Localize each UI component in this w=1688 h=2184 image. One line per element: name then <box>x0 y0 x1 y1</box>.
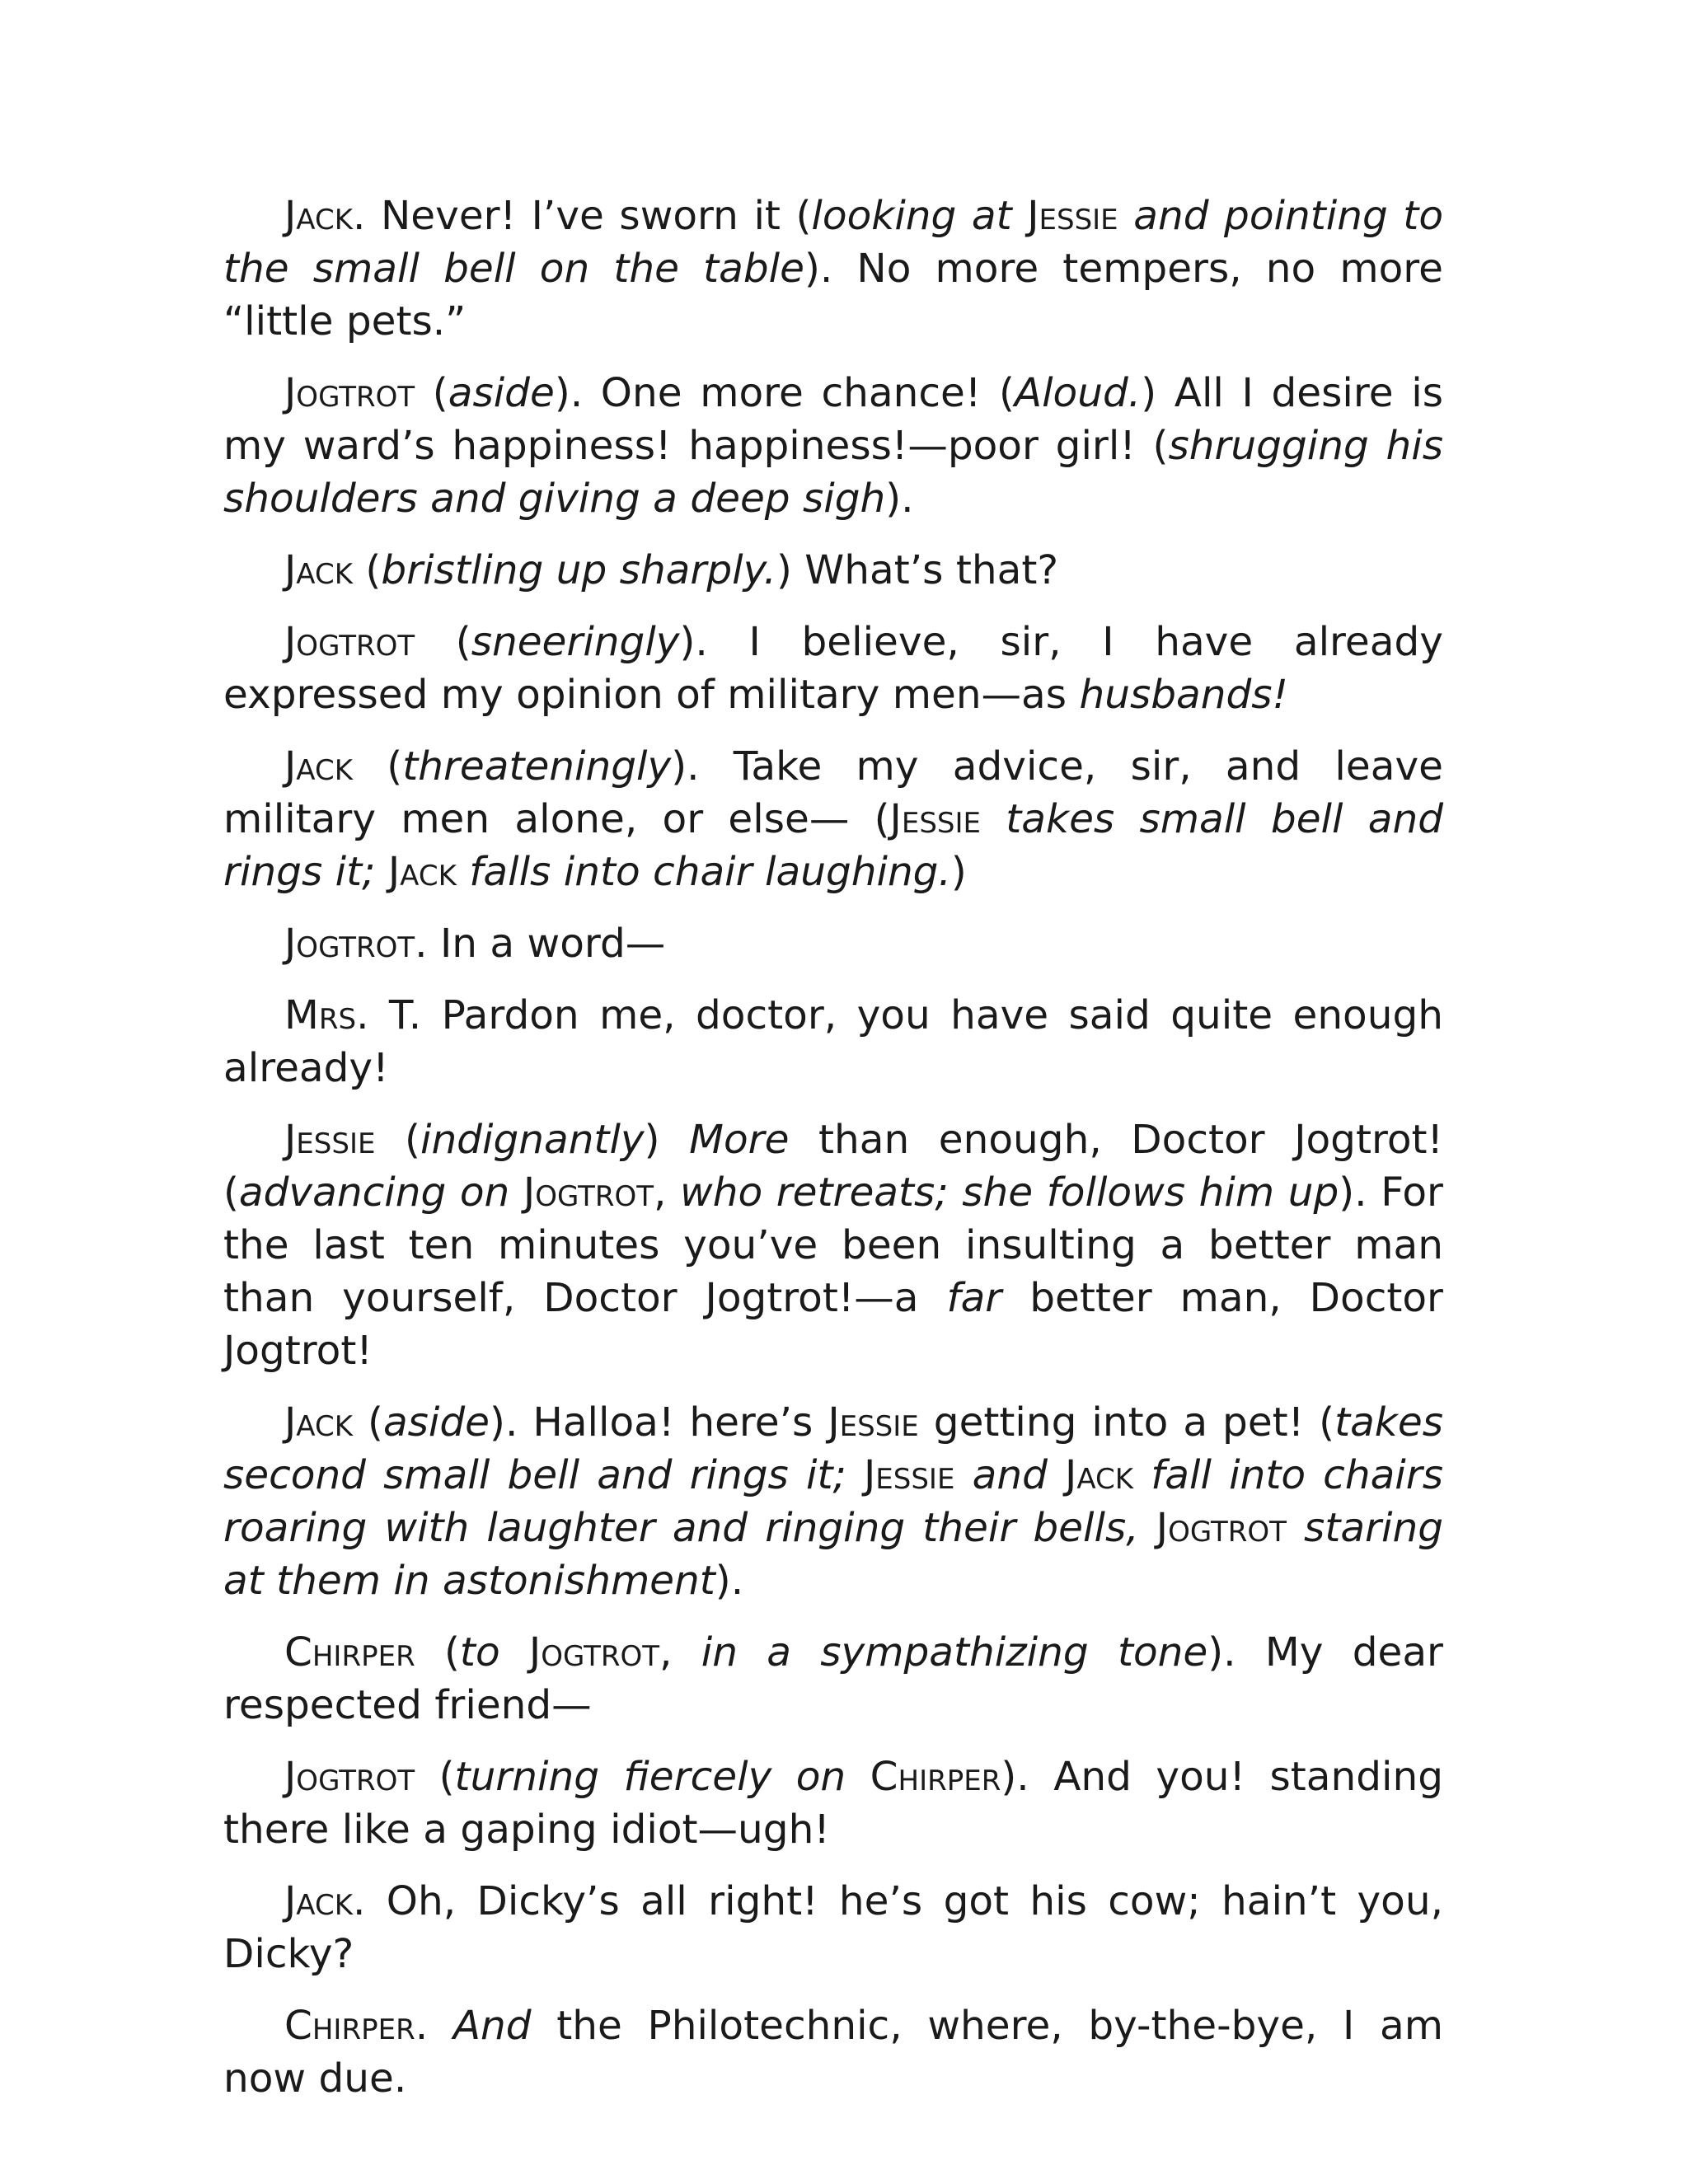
dialogue-paragraph-5 <box>223 740 1443 898</box>
dialogue-text: ( <box>415 370 448 416</box>
dialogue-paragraph-4 <box>223 616 1443 721</box>
speaker-name: Jogtrot <box>284 921 415 967</box>
speaker-name: Jessie <box>828 1399 919 1446</box>
dialogue-paragraph-12 <box>223 1875 1443 1980</box>
speaker-name: Jogtrot <box>284 619 415 665</box>
dialogue-paragraph-7 <box>223 989 1443 1094</box>
stage-direction: who retreats; she follows him up <box>680 1169 1339 1216</box>
stage-direction: fall into chairs roaring with laughter and ringing their bells, <box>223 1452 1443 1551</box>
speaker-name: Jogtrot <box>528 1629 660 1675</box>
stage-direction: aside <box>382 1399 490 1446</box>
stage-direction: And <box>452 2003 532 2049</box>
dialogue-text: , <box>659 1629 701 1675</box>
stage-direction: to <box>459 1629 529 1675</box>
dialogue-text: better man, Doctor Jogtrot! <box>223 1275 1443 1374</box>
dialogue-paragraph-9 <box>223 1396 1443 1607</box>
dialogue-text: ). I believe, sir, I have already expressed my opinion of military men—as <box>223 619 1443 718</box>
dialogue-text: ( <box>353 743 403 790</box>
speaker-name: Mrs <box>284 992 357 1038</box>
dialogue-text: ( <box>415 619 471 665</box>
dialogue-text: ( <box>353 1399 383 1446</box>
stage-direction: looking at <box>811 193 1028 239</box>
stage-direction: falls into chair laughing. <box>456 849 951 895</box>
stage-direction: husbands! <box>1079 672 1288 718</box>
stage-direction: staring at them in astonishment <box>223 1505 1443 1604</box>
stage-direction: takes second small bell and rings it; <box>223 1399 1443 1498</box>
speaker-name: Jessie <box>863 1452 955 1498</box>
dialogue-text: . Oh, Dicky’s all right! he’s got his cow; hain’t you, Dicky? <box>223 1878 1443 1977</box>
dialogue-paragraph-3 <box>223 544 1443 597</box>
stage-direction: advancing on <box>238 1169 523 1216</box>
speaker-name: Chirper <box>284 1629 415 1675</box>
speaker-name: Jogtrot <box>284 370 415 416</box>
stage-direction: and <box>954 1452 1066 1498</box>
dialogue-paragraph-10 <box>223 1626 1443 1732</box>
dialogue-text: ). Halloa! here’s <box>490 1399 828 1446</box>
stage-direction: aside <box>448 370 555 416</box>
dialogue-text: , <box>654 1169 681 1216</box>
dialogue-text: ). No more tempers, no more “little pets.” <box>223 246 1443 344</box>
dialogue-paragraph-8 <box>223 1113 1443 1377</box>
stage-direction: threateningly <box>402 743 672 790</box>
speaker-name: Jogtrot <box>284 1754 415 1800</box>
dialogue-text: ) What’s that? <box>776 547 1059 593</box>
dialogue-text: ). Take my advice, sir, and leave military men alone, or else— ( <box>223 743 1443 842</box>
stage-direction: far <box>946 1275 1002 1321</box>
stage-direction: takes small bell and rings it; <box>223 796 1443 895</box>
dialogue-text: ). One more chance! ( <box>554 370 1015 416</box>
speaker-name: Jack <box>284 547 354 593</box>
stage-direction: shrugging his shoulders and giving a deep sigh <box>223 423 1443 522</box>
speaker-name: Jessie <box>889 796 981 842</box>
speaker-name: Jogtrot <box>523 1169 654 1216</box>
script-page <box>223 190 1443 2124</box>
speaker-name: Jack <box>284 193 354 239</box>
dialogue-text: ). For the last ten minutes you’ve been insulting a better man than yourself, Doctor Jogtrot!—a <box>223 1169 1443 1321</box>
speaker-name: Jack <box>284 1399 354 1446</box>
stage-direction: indignantly <box>420 1117 645 1163</box>
dialogue-paragraph-11 <box>223 1750 1443 1856</box>
dialogue-paragraph-1 <box>223 190 1443 348</box>
dialogue-text: ). And you! standing there like a gaping idiot—ugh! <box>223 1754 1443 1853</box>
dialogue-text: . Never! I’ve sworn it ( <box>353 193 812 239</box>
dialogue-text: ). My dear respected friend— <box>223 1629 1443 1728</box>
speaker-name: Jack <box>1065 1452 1134 1498</box>
stage-direction: in a sympathizing tone <box>701 1629 1208 1675</box>
dialogue-text: than enough, Doctor Jogtrot! ( <box>223 1117 1443 1216</box>
speaker-name: Jogtrot <box>1156 1505 1287 1551</box>
dialogue-text: ) <box>644 1117 690 1163</box>
stage-direction: More <box>689 1117 790 1163</box>
speaker-name: Jack <box>284 1878 354 1924</box>
dialogue-paragraph-6 <box>223 917 1443 970</box>
stage-direction: sneeringly <box>471 619 680 665</box>
stage-direction: bristling up sharply. <box>381 547 776 593</box>
dialogue-paragraph-2 <box>223 367 1443 525</box>
dialogue-text: ( <box>375 1117 420 1163</box>
speaker-name: Chirper <box>870 1754 1001 1800</box>
dialogue-text: ) <box>950 849 967 895</box>
stage-direction: Aloud. <box>1014 370 1142 416</box>
dialogue-text: ) All I desire is my ward’s happiness! happiness!—poor girl! ( <box>223 370 1443 469</box>
dialogue-paragraph-13 <box>223 1999 1443 2105</box>
dialogue-text: ). <box>715 1558 744 1604</box>
dialogue-text: the Philotechnic, where, by-the-bye, I am now due. <box>223 2003 1443 2102</box>
dialogue-text: . <box>415 2003 453 2049</box>
dialogue-text: . T. Pardon me, doctor, you have said quite enough already! <box>223 992 1443 1091</box>
speaker-name: Chirper <box>284 2003 415 2049</box>
dialogue-text: ). <box>885 476 914 522</box>
dialogue-text: ( <box>415 1629 460 1675</box>
stage-direction: turning fiercely on <box>454 1754 870 1800</box>
dialogue-text: . In a word— <box>415 921 666 967</box>
stage-direction: and pointing to the small bell on the table <box>223 193 1443 292</box>
speaker-name: Jessie <box>284 1117 376 1163</box>
dialogue-text: ( <box>353 547 382 593</box>
speaker-name: Jack <box>387 849 457 895</box>
dialogue-text: getting into a pet! ( <box>918 1399 1335 1446</box>
speaker-name: Jessie <box>1027 193 1118 239</box>
dialogue-text: ( <box>415 1754 455 1800</box>
speaker-name: Jack <box>284 743 354 790</box>
